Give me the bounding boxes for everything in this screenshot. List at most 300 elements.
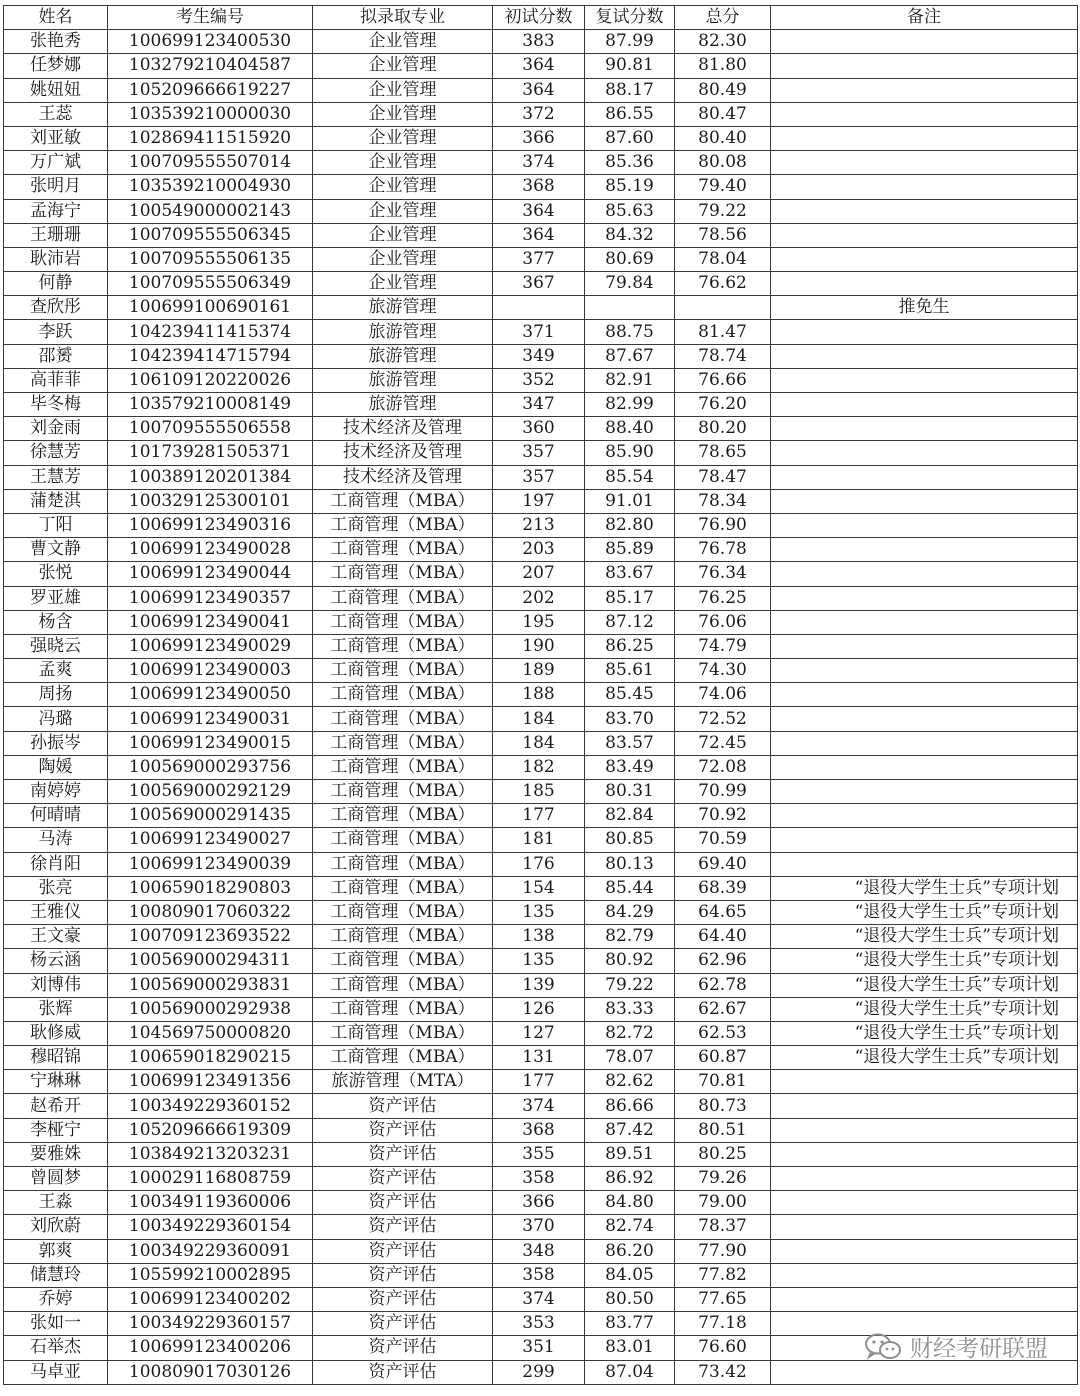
cell-total-score: 64.65 [675,900,771,924]
cell-remarks [771,780,1078,804]
cell-total-score [675,296,771,320]
cell-name: 何静 [4,272,108,296]
cell-retest-score: 89.51 [585,1142,675,1166]
cell-remarks [771,1070,1078,1094]
cell-total-score: 70.81 [675,1070,771,1094]
cell-name: 刘亚敏 [4,126,108,150]
table-row [4,199,1078,223]
cell-retest-score: 87.42 [585,1118,675,1142]
cell-major: 工商管理（MBA） [313,997,493,1021]
cell-retest-score: 86.25 [585,634,675,658]
cell-total-score: 76.06 [675,610,771,634]
table-row [4,780,1078,804]
cell-retest-score: 86.55 [585,102,675,126]
cell-major: 企业管理 [313,78,493,102]
cell-name: 杨云涵 [4,949,108,973]
table-row [4,852,1078,876]
cell-remarks [771,852,1078,876]
cell-major: 技术经济及管理 [313,417,493,441]
admission-sheet [3,5,1077,1385]
cell-remarks: 推免生 [771,296,1078,320]
cell-retest-score: 82.79 [585,925,675,949]
cell-initial-score: 355 [493,1142,585,1166]
cell-name: 邵赟 [4,344,108,368]
cell-total-score: 82.30 [675,30,771,54]
cell-retest-score: 80.13 [585,852,675,876]
cell-major: 资产评估 [313,1142,493,1166]
cell-candidate-id: 105599210002895 [108,1263,313,1287]
cell-name: 赵希开 [4,1094,108,1118]
cell-initial-score: 184 [493,731,585,755]
table-row [4,223,1078,247]
cell-major: 工商管理（MBA） [313,876,493,900]
cell-candidate-id: 100569000291435 [108,804,313,828]
cell-retest-score: 85.54 [585,465,675,489]
cell-initial-score: 374 [493,151,585,175]
cell-name: 张亮 [4,876,108,900]
watermark [864,1330,1048,1363]
cell-candidate-id: 100709123693522 [108,925,313,949]
cell-initial-score: 364 [493,78,585,102]
cell-name: 耿修威 [4,1021,108,1045]
cell-initial-score: 177 [493,1070,585,1094]
cell-major: 资产评估 [313,1167,493,1191]
cell-retest-score: 87.67 [585,344,675,368]
table-row [4,102,1078,126]
cell-remarks: “退役大学生士兵”专项计划 [771,973,1078,997]
cell-initial-score: 177 [493,804,585,828]
cell-candidate-id: 100349229360091 [108,1239,313,1263]
cell-major: 资产评估 [313,1118,493,1142]
cell-candidate-id: 100389120201384 [108,465,313,489]
table-row [4,1070,1078,1094]
cell-candidate-id: 100329125300101 [108,489,313,513]
cell-major: 资产评估 [313,1287,493,1311]
cell-retest-score [585,296,675,320]
cell-initial-score: 135 [493,949,585,973]
cell-remarks [771,344,1078,368]
table-row [4,1021,1078,1045]
cell-initial-score: 185 [493,780,585,804]
cell-candidate-id: 100699123400530 [108,30,313,54]
cell-retest-score: 80.50 [585,1287,675,1311]
cell-retest-score: 87.12 [585,610,675,634]
cell-retest-score: 85.61 [585,659,675,683]
cell-total-score: 79.26 [675,1167,771,1191]
table-row [4,876,1078,900]
cell-total-score: 70.59 [675,828,771,852]
cell-name: 刘金雨 [4,417,108,441]
cell-remarks [771,393,1078,417]
table-row [4,320,1078,344]
cell-total-score: 74.30 [675,659,771,683]
cell-total-score: 80.08 [675,151,771,175]
cell-name: 曾圆梦 [4,1167,108,1191]
table-row [4,126,1078,150]
cell-total-score: 76.60 [675,1336,771,1360]
cell-remarks [771,102,1078,126]
table-row [4,247,1078,271]
header-initial-score: 初试分数 [493,6,585,30]
cell-name: 孟海宁 [4,199,108,223]
cell-candidate-id: 100699123490003 [108,659,313,683]
cell-initial-score: 358 [493,1263,585,1287]
cell-name: 姚妞妞 [4,78,108,102]
cell-total-score: 69.40 [675,852,771,876]
cell-name: 查欣彤 [4,296,108,320]
cell-total-score: 76.90 [675,513,771,537]
cell-remarks [771,1287,1078,1311]
cell-initial-score: 364 [493,199,585,223]
cell-remarks [771,223,1078,247]
table-row [4,1118,1078,1142]
cell-candidate-id: 100549000002143 [108,199,313,223]
cell-major: 企业管理 [313,272,493,296]
table-row [4,441,1078,465]
cell-initial-score: 188 [493,683,585,707]
cell-remarks [771,610,1078,634]
cell-retest-score: 87.99 [585,30,675,54]
cell-initial-score: 358 [493,1167,585,1191]
cell-major: 工商管理（MBA） [313,707,493,731]
cell-total-score: 81.47 [675,320,771,344]
cell-retest-score: 85.36 [585,151,675,175]
cell-retest-score: 83.67 [585,562,675,586]
cell-name: 耿沛岩 [4,247,108,271]
cell-initial-score: 135 [493,900,585,924]
cell-retest-score: 80.92 [585,949,675,973]
cell-total-score: 70.99 [675,780,771,804]
header-remarks: 备注 [771,6,1078,30]
cell-major: 旅游管理 [313,368,493,392]
cell-name: 储慧玲 [4,1263,108,1287]
watermark-text: 财经考研联盟 [910,1336,1048,1362]
cell-candidate-id: 100709555506558 [108,417,313,441]
cell-retest-score: 79.84 [585,272,675,296]
cell-retest-score: 85.63 [585,199,675,223]
cell-initial-score: 366 [493,126,585,150]
cell-remarks [771,465,1078,489]
cell-total-score: 60.87 [675,1046,771,1070]
cell-initial-score: 371 [493,320,585,344]
cell-initial-score: 352 [493,368,585,392]
table-row [4,586,1078,610]
cell-remarks [771,368,1078,392]
cell-total-score: 77.65 [675,1287,771,1311]
header-major: 拟录取专业 [313,6,493,30]
cell-retest-score: 86.20 [585,1239,675,1263]
cell-candidate-id: 104239411415374 [108,320,313,344]
cell-candidate-id: 100699123490028 [108,538,313,562]
cell-major: 资产评估 [313,1263,493,1287]
cell-remarks [771,1167,1078,1191]
table-row [4,1142,1078,1166]
table-row [4,1046,1078,1070]
cell-retest-score: 88.40 [585,417,675,441]
cell-retest-score: 82.72 [585,1021,675,1045]
cell-total-score: 80.47 [675,102,771,126]
cell-total-score: 78.47 [675,465,771,489]
cell-candidate-id: 103539210004930 [108,175,313,199]
cell-total-score: 78.37 [675,1215,771,1239]
table-row [4,997,1078,1021]
cell-remarks [771,54,1078,78]
cell-major: 旅游管理 [313,393,493,417]
table-row [4,175,1078,199]
cell-major: 企业管理 [313,199,493,223]
table-row [4,465,1078,489]
cell-initial-score: 366 [493,1191,585,1215]
cell-remarks: “退役大学生士兵”专项计划 [771,997,1078,1021]
cell-remarks [771,1360,1078,1384]
cell-total-score: 70.92 [675,804,771,828]
cell-major: 工商管理（MBA） [313,610,493,634]
cell-total-score: 80.20 [675,417,771,441]
cell-candidate-id: 100699123400202 [108,1287,313,1311]
cell-name: 王慧芳 [4,465,108,489]
cell-candidate-id: 100699123490029 [108,634,313,658]
cell-remarks [771,272,1078,296]
cell-initial-score [493,296,585,320]
cell-candidate-id: 100699123490050 [108,683,313,707]
table-row [4,659,1078,683]
cell-name: 毕冬梅 [4,393,108,417]
cell-initial-score: 189 [493,659,585,683]
cell-major: 工商管理（MBA） [313,900,493,924]
cell-remarks [771,586,1078,610]
cell-candidate-id: 100659018290803 [108,876,313,900]
cell-name: 陶媛 [4,755,108,779]
header-row [4,6,1078,30]
cell-remarks [771,538,1078,562]
cell-total-score: 78.04 [675,247,771,271]
cell-major: 企业管理 [313,151,493,175]
cell-major: 工商管理（MBA） [313,755,493,779]
table-row [4,344,1078,368]
cell-major: 资产评估 [313,1191,493,1215]
cell-retest-score: 86.92 [585,1167,675,1191]
header-total-score: 总分 [675,6,771,30]
cell-initial-score: 190 [493,634,585,658]
table-row [4,151,1078,175]
cell-initial-score: 202 [493,586,585,610]
cell-total-score: 80.40 [675,126,771,150]
cell-remarks [771,804,1078,828]
cell-remarks: “退役大学生士兵”专项计划 [771,900,1078,924]
cell-remarks [771,659,1078,683]
cell-initial-score: 182 [493,755,585,779]
cell-name: 高菲菲 [4,368,108,392]
cell-major: 工商管理（MBA） [313,852,493,876]
cell-remarks [771,634,1078,658]
cell-remarks [771,1191,1078,1215]
cell-total-score: 80.49 [675,78,771,102]
cell-initial-score: 138 [493,925,585,949]
cell-name: 冯璐 [4,707,108,731]
table-row [4,368,1078,392]
cell-name: 杨含 [4,610,108,634]
cell-total-score: 62.78 [675,973,771,997]
cell-remarks [771,1118,1078,1142]
cell-remarks [771,30,1078,54]
cell-major: 企业管理 [313,54,493,78]
cell-total-score: 72.45 [675,731,771,755]
cell-remarks [771,828,1078,852]
table-row [4,1263,1078,1287]
header-candidate-id: 考生编号 [108,6,313,30]
cell-name: 刘博伟 [4,973,108,997]
cell-remarks: “退役大学生士兵”专项计划 [771,1046,1078,1070]
cell-major: 工商管理（MBA） [313,562,493,586]
cell-remarks [771,151,1078,175]
cell-candidate-id: 103849213203231 [108,1142,313,1166]
cell-total-score: 76.78 [675,538,771,562]
table-row [4,538,1078,562]
cell-candidate-id: 100349119360006 [108,1191,313,1215]
cell-retest-score: 83.70 [585,707,675,731]
cell-retest-score: 87.60 [585,126,675,150]
table-row [4,1287,1078,1311]
cell-candidate-id: 100029116808759 [108,1167,313,1191]
cell-candidate-id: 100809017030126 [108,1360,313,1384]
cell-candidate-id: 105209666619227 [108,78,313,102]
cell-name: 孙振岑 [4,731,108,755]
cell-retest-score: 84.80 [585,1191,675,1215]
cell-retest-score: 83.49 [585,755,675,779]
cell-total-score: 79.40 [675,175,771,199]
cell-retest-score: 84.29 [585,900,675,924]
cell-initial-score: 360 [493,417,585,441]
cell-candidate-id: 100349229360154 [108,1215,313,1239]
cell-initial-score: 364 [493,223,585,247]
cell-initial-score: 195 [493,610,585,634]
table-row [4,417,1078,441]
cell-name: 任梦娜 [4,54,108,78]
cell-major: 工商管理（MBA） [313,586,493,610]
cell-name: 张明月 [4,175,108,199]
table-row [4,634,1078,658]
table-row [4,1360,1078,1384]
cell-retest-score: 82.62 [585,1070,675,1094]
cell-total-score: 73.42 [675,1360,771,1384]
table-row [4,1167,1078,1191]
cell-retest-score: 87.04 [585,1360,675,1384]
cell-initial-score: 131 [493,1046,585,1070]
cell-major: 企业管理 [313,30,493,54]
cell-total-score: 76.20 [675,393,771,417]
cell-retest-score: 88.17 [585,78,675,102]
cell-candidate-id: 100699123490316 [108,513,313,537]
cell-total-score: 64.40 [675,925,771,949]
table-row [4,78,1078,102]
cell-remarks [771,417,1078,441]
cell-major: 工商管理（MBA） [313,489,493,513]
cell-initial-score: 126 [493,997,585,1021]
cell-candidate-id: 100569000293756 [108,755,313,779]
cell-name: 张艳秀 [4,30,108,54]
cell-initial-score: 374 [493,1094,585,1118]
cell-candidate-id: 100709555506345 [108,223,313,247]
cell-remarks [771,755,1078,779]
cell-major: 资产评估 [313,1094,493,1118]
cell-total-score: 78.34 [675,489,771,513]
cell-major: 资产评估 [313,1312,493,1336]
cell-initial-score: 367 [493,272,585,296]
cell-name: 罗亚雄 [4,586,108,610]
cell-total-score: 80.73 [675,1094,771,1118]
table-row [4,683,1078,707]
cell-retest-score: 90.81 [585,54,675,78]
cell-major: 技术经济及管理 [313,465,493,489]
cell-major: 企业管理 [313,223,493,247]
cell-candidate-id: 106109120220026 [108,368,313,392]
cell-candidate-id: 102869411515920 [108,126,313,150]
cell-total-score: 76.34 [675,562,771,586]
cell-retest-score: 85.45 [585,683,675,707]
cell-name: 刘欣蔚 [4,1215,108,1239]
table-row [4,296,1078,320]
cell-remarks [771,1263,1078,1287]
cell-candidate-id: 100699123490031 [108,707,313,731]
cell-candidate-id: 100349229360152 [108,1094,313,1118]
cell-total-score: 77.82 [675,1263,771,1287]
cell-candidate-id: 100699123490357 [108,586,313,610]
cell-candidate-id: 100699123491356 [108,1070,313,1094]
cell-name: 孟爽 [4,659,108,683]
cell-total-score: 72.08 [675,755,771,779]
cell-remarks [771,1094,1078,1118]
table-row [4,949,1078,973]
cell-name: 张如一 [4,1312,108,1336]
cell-remarks [771,175,1078,199]
table-row [4,1191,1078,1215]
cell-remarks: “退役大学生士兵”专项计划 [771,925,1078,949]
cell-remarks [771,489,1078,513]
cell-retest-score: 84.05 [585,1263,675,1287]
cell-retest-score: 88.75 [585,320,675,344]
cell-major: 企业管理 [313,247,493,271]
cell-retest-score: 82.91 [585,368,675,392]
cell-total-score: 79.00 [675,1191,771,1215]
table-row [4,804,1078,828]
table-row [4,513,1078,537]
table-row [4,925,1078,949]
cell-initial-score: 299 [493,1360,585,1384]
wechat-icon [864,1333,902,1361]
cell-major: 资产评估 [313,1239,493,1263]
cell-candidate-id: 100349229360157 [108,1312,313,1336]
cell-name: 李桠宁 [4,1118,108,1142]
cell-total-score: 76.25 [675,586,771,610]
cell-initial-score: 348 [493,1239,585,1263]
cell-initial-score: 127 [493,1021,585,1045]
cell-name: 强晓云 [4,634,108,658]
cell-remarks [771,78,1078,102]
cell-candidate-id: 103279210404587 [108,54,313,78]
cell-initial-score: 139 [493,973,585,997]
cell-retest-score: 82.84 [585,804,675,828]
cell-total-score: 74.06 [675,683,771,707]
cell-remarks [771,562,1078,586]
cell-total-score: 62.96 [675,949,771,973]
cell-initial-score: 349 [493,344,585,368]
cell-name: 张悦 [4,562,108,586]
cell-retest-score: 82.99 [585,393,675,417]
cell-candidate-id: 100659018290215 [108,1046,313,1070]
cell-major: 工商管理（MBA） [313,513,493,537]
cell-initial-score: 176 [493,852,585,876]
cell-major: 企业管理 [313,175,493,199]
